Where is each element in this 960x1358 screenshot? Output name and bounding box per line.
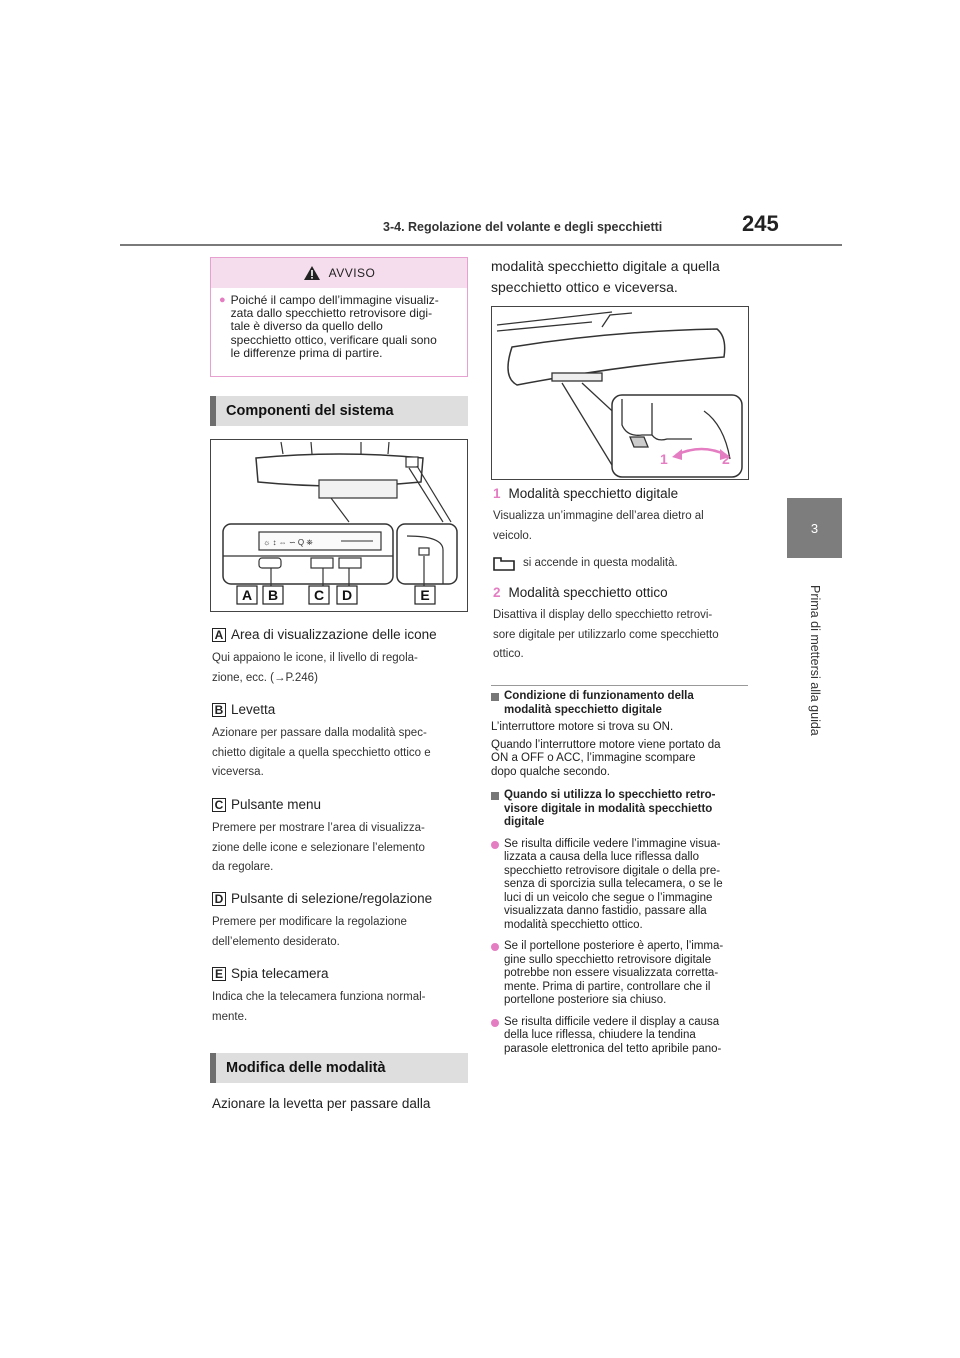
component-d-title: Pulsante di selezione/regolazione — [231, 891, 433, 906]
running-header-title: 3-4. Regolazione del volante e degli specchietti — [383, 220, 663, 234]
mode-2-number: 2 — [493, 585, 501, 600]
usage-title: Quando si utilizza lo specchietto retro- visore digitale in modalità specchietto digitale — [504, 789, 716, 828]
usage-bullet-1: Se risulta difficile vedere l’immagine visua- lizzata a causa della luce riflessa dallo specchietto retrovisore digitale o della pre- senza di sporcizia sulla telecamera, o se le luci di un veicolo che segue o l’immagine visualizzata danno fastidio, passare alla modalità specchietto ottico. — [504, 837, 723, 931]
condition-title: Condizione di funzionamento della modalità specchietto digitale — [504, 690, 694, 716]
modes-intro-part2: modalità specchietto digitale a quella specchietto ottico e viceversa. — [491, 258, 720, 295]
condition-text1: L’interruttore motore si trova su ON. — [491, 721, 674, 733]
letter-box-a: A — [212, 628, 226, 642]
mode-1-title: Modalità specchietto digitale — [508, 486, 679, 501]
figure-label-d: D — [341, 587, 353, 603]
component-b — [212, 702, 431, 783]
condition-text2: Quando l’interruttore motore viene portato da ON a OFF o ACC, l’immagine scompare dopo qualche secondo. — [491, 738, 721, 778]
component-a — [212, 627, 437, 688]
mode-2-desc: Disattiva il display dello specchietto retrovi- sore digitale per utilizzarlo come specchietto ottico. — [493, 609, 719, 660]
bullet-dot-icon — [491, 1019, 499, 1027]
square-bullet-icon — [491, 792, 499, 800]
figure2-label-2: 2 — [722, 451, 730, 467]
modes-intro-part1: Azionare la levetta per passare dalla — [212, 1096, 431, 1111]
warning-triangle-icon — [303, 265, 321, 281]
figure-mirror-lever — [491, 306, 749, 480]
warning-label: AVVISO — [328, 266, 376, 280]
figure-mirror-components — [210, 439, 468, 612]
mode-1-desc: Visualizza un’immagine dell’area dietro al veicolo. — [493, 510, 704, 542]
chapter-tab — [787, 498, 842, 558]
bullet-dot-icon: ● — [219, 294, 226, 306]
component-e-title: Spia telecamera — [231, 966, 329, 981]
notes-divider — [491, 685, 748, 686]
mode-1-desc2: si accende in questa modalità. — [523, 557, 678, 569]
component-c-desc: Premere per mostrare l’area di visualizza- zione delle icone e selezionare l’elemento da regolare. — [212, 822, 425, 873]
letter-box-c: C — [212, 798, 226, 812]
component-e — [212, 966, 426, 1027]
warning-header — [211, 258, 467, 288]
square-bullet-icon — [491, 693, 499, 701]
mirror-diagram — [211, 440, 467, 611]
component-d — [212, 891, 432, 952]
component-a-desc: Qui appaiono le icone, il livello di regola- zione, ecc. (→P.246) — [212, 652, 418, 684]
figure2-label-1: 1 — [660, 451, 668, 467]
figure-label-b: B — [267, 587, 279, 603]
chapter-number: 3 — [810, 520, 819, 536]
section-heading-modes: Modifica delle modalità — [210, 1053, 468, 1083]
chapter-label-wrap — [785, 580, 845, 740]
component-e-desc: Indica che la telecamera funziona normal- mente. — [212, 991, 426, 1023]
mode-1-number: 1 — [493, 486, 501, 501]
warning-text: Poiché il campo dell’immagine visualiz- zata dallo specchietto retrovisore digi- tale è diverso da quello dello specchietto ottico, verificare quali sono le differenze prima di partire. — [230, 293, 439, 360]
component-c — [212, 797, 425, 878]
component-b-title: Levetta — [231, 702, 276, 717]
camera-indicator-icon — [493, 557, 515, 571]
component-a-title: Area di visualizzazione delle icone — [231, 627, 437, 642]
mode-digital — [493, 486, 751, 574]
header-divider — [120, 244, 842, 246]
component-c-title: Pulsante menu — [231, 797, 322, 812]
usage-bullet-3: Se risulta difficile vedere il display a causa della luce riflessa, chiudere la tendina parasole elettronica del tetto apribile pano- — [504, 1015, 722, 1055]
mode-optical — [493, 585, 751, 665]
bullet-dot-icon — [491, 943, 499, 951]
mode-2-title: Modalità specchietto ottico — [508, 585, 668, 600]
warning-box — [210, 257, 468, 377]
usage-bullet-2: Se il portellone posteriore è aperto, l’imma- gine sullo specchietto retrovisore digitale potrebbe non essere visualizzata corretta- mente. Prima di partire, controllare che il portellone posteriore sia chiuso. — [504, 940, 724, 1006]
page-number: 245 — [742, 211, 779, 236]
figure-label-c: C — [313, 587, 325, 603]
section-heading-components: Componenti del sistema — [210, 396, 468, 426]
figure-label-e: E — [420, 587, 430, 603]
svg-text:☼ ↕ ⇔ ∽ Q ⛯: ☼ ↕ ⇔ ∽ Q ⛯ — [263, 538, 313, 547]
chapter-label: Prima di mettersi alla guida — [808, 584, 822, 736]
component-b-desc: Azionare per passare dalla modalità spec- chietto digitale a quella specchietto ottico e viceversa. — [212, 727, 431, 778]
bullet-dot-icon — [491, 841, 499, 849]
letter-box-b: B — [212, 703, 226, 717]
notes-block — [491, 690, 753, 1056]
figure-label-a: A — [241, 587, 253, 603]
component-d-desc: Premere per modificare la regolazione dell’elemento desiderato. — [212, 916, 407, 948]
mirror-lever-diagram — [492, 307, 748, 479]
letter-box-d: D — [212, 892, 226, 906]
letter-box-e: E — [212, 967, 226, 981]
